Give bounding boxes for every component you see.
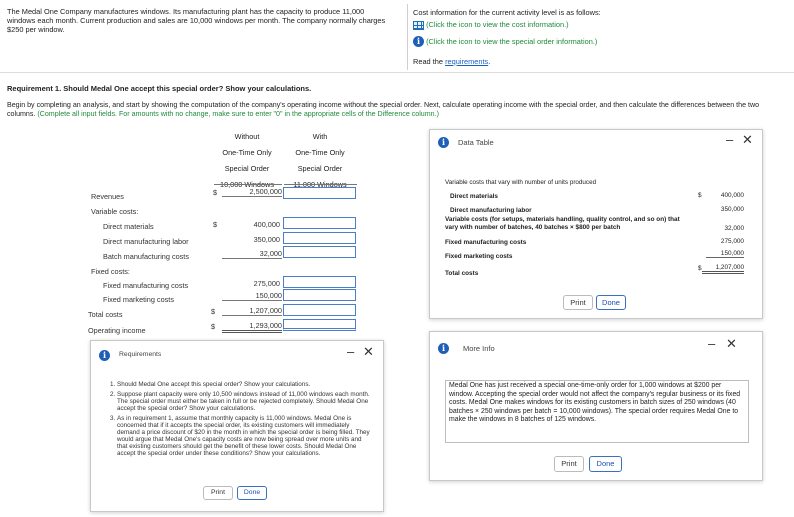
col2-header-rule: [284, 184, 357, 185]
dt-row-label: Variable costs (for setups, materials handling, quality control, and so on) that vary with number of batches, 40 batches × $800 per batch: [445, 216, 680, 231]
data-table-info-icon: i: [438, 137, 449, 148]
dt-row-value: 275,000: [720, 238, 744, 245]
print-button[interactable]: Print: [554, 456, 584, 472]
dt-row-label: Fixed manufacturing costs: [445, 239, 527, 246]
value-fixed-mfg: 275,000: [253, 279, 280, 288]
intro-separator: [0, 72, 794, 73]
requirement-item: 2. Suppose plant capacity were only 10,500 windows instead of 11,000 windows each month. The special order must either be taken in full or be rejected completely. Should Medal One accept the special order? Show your calculations.: [117, 391, 373, 412]
dollar-direct-materials: $: [213, 220, 218, 229]
dt-row-label: Direct manufacturing labor: [450, 207, 532, 214]
close-icon[interactable]: ✕: [363, 344, 374, 359]
value-fixed-mkt: 150,000: [222, 291, 282, 301]
data-table-panel: [429, 129, 763, 319]
minimize-icon[interactable]: –: [726, 132, 734, 147]
done-button[interactable]: Done: [596, 295, 626, 310]
row-total-costs: Total costs: [88, 310, 123, 319]
requirement-item: 1. Should Medal One accept this special order? Show your calculations.: [117, 381, 373, 388]
dt-row-label: Fixed marketing costs: [445, 253, 513, 260]
cost-info-row[interactable]: [413, 20, 569, 30]
value-direct-labor: 350,000: [253, 235, 280, 244]
col1-line1: Without: [234, 132, 260, 141]
input-fixed-mkt-with[interactable]: [283, 289, 356, 301]
value-direct-materials: 400,000: [253, 220, 280, 229]
row-operating-income: Operating income: [88, 326, 146, 335]
dt-row-dollar: $: [698, 192, 702, 199]
cost-info-link[interactable]: (Click the icon to view the cost information.): [426, 20, 569, 29]
requirement-item: 3. As in requirement 1, assume that monthly capacity is 11,000 windows. Medal One is concerned that if it accepts the special order, its existing customers will immediately demand a price discount of $20 in the month in which the special order is being filled. They would argue that Medal One's capacity costs are now being spread over more units and that existing customers should get the benefit of these lower costs. Should Medal One accept the special order under these conditions? Show your calculations.: [117, 415, 373, 457]
dollar-total-costs: $: [211, 307, 216, 316]
dt-row-value: 150,000: [706, 250, 744, 258]
more-info-icon: i: [438, 343, 449, 354]
period-text: .: [488, 57, 491, 66]
minimize-icon[interactable]: –: [708, 336, 716, 351]
data-table-subtitle: Variable costs that vary with number of units produced: [445, 179, 597, 186]
print-button[interactable]: Print: [563, 295, 593, 310]
instructions-note: (Complete all input fields. For amounts with no change, make sure to enter "0" in the appropriate cells of the Difference column.): [37, 109, 439, 118]
input-total-costs-with[interactable]: [283, 304, 356, 316]
value-revenues: 2,500,000: [222, 187, 282, 197]
dt-row-dollar: $: [698, 265, 702, 272]
done-button[interactable]: Done: [237, 486, 267, 500]
input-direct-materials-with[interactable]: [283, 217, 356, 229]
more-info-panel: [429, 331, 763, 481]
input-fixed-mfg-with[interactable]: [283, 276, 356, 288]
requirement-instructions: [7, 101, 787, 118]
col1-line3: Special Order: [224, 164, 270, 173]
cost-info-text: Cost information for the current activity level is as follows:: [413, 8, 601, 17]
dt-row-label: Direct materials: [450, 193, 498, 200]
col2-line3: Special Order: [297, 164, 343, 173]
data-table-title: Data Table: [458, 138, 494, 147]
requirement-title: Requirement 1. Should Medal One accept this special order? Show your calculations.: [7, 84, 312, 93]
input-revenues-with[interactable]: [283, 187, 356, 199]
print-button[interactable]: Print: [203, 486, 233, 500]
more-info-box: Medal One has just received a special one-time-only order for 1,000 windows at $200 per window. Accepting the special order would not affect the company's regular business or its fixed costs. Medal One makes windows for its existing customers in batch sizes of 250 windows (40 batches × 250 windows per batch = 10,000 windows). The special order requires Medal One to make the windows in 8 batches of 125 windows.: [445, 380, 749, 443]
col1-header-rule: [214, 184, 282, 185]
row-batch-costs: Batch manufacturing costs: [103, 252, 189, 261]
col2-line2: One-Time Only: [295, 148, 345, 157]
input-direct-labor-with[interactable]: [283, 232, 356, 244]
row-fixed-costs: Fixed costs:: [91, 267, 130, 276]
dt-row-value: 32,000: [724, 225, 744, 232]
input-batch-costs-with[interactable]: [283, 246, 356, 258]
value-batch-costs: 32,000: [222, 249, 282, 259]
row-revenues: Revenues: [91, 192, 124, 201]
dollar-operating-income: $: [211, 322, 216, 331]
requirements-panel: [90, 340, 384, 512]
row-direct-materials: Direct materials: [103, 222, 154, 231]
close-icon[interactable]: ✕: [742, 132, 753, 147]
row-variable-costs: Variable costs:: [91, 207, 139, 216]
done-button[interactable]: Done: [589, 456, 622, 472]
more-info-title: More Info: [463, 344, 495, 353]
read-requirements: [413, 57, 490, 66]
info-icon[interactable]: i: [413, 36, 424, 47]
input-operating-income-with[interactable]: [283, 319, 356, 331]
dt-row-value: 1,207,000: [702, 264, 744, 274]
dt-row-value: 400,000: [720, 192, 744, 199]
intro-divider: [407, 4, 408, 70]
data-table-icon[interactable]: [413, 21, 424, 30]
dt-row-value: 350,000: [720, 206, 744, 213]
requirements-title: Requirements: [119, 351, 162, 358]
requirements-info-icon: i: [99, 350, 110, 361]
value-total-costs: 1,207,000: [222, 306, 282, 316]
requirements-list: [105, 381, 373, 460]
dt-row-label: Total costs: [445, 270, 479, 277]
value-operating-income: 1,293,000: [222, 321, 282, 333]
row-fixed-mfg: Fixed manufacturing costs: [103, 281, 189, 290]
close-icon[interactable]: ✕: [726, 336, 737, 351]
dollar-revenues: $: [213, 188, 218, 197]
requirements-link[interactable]: requirements: [445, 57, 489, 66]
col1-line2: One-Time Only: [222, 148, 272, 157]
special-order-row[interactable]: [413, 36, 597, 47]
read-the-text: Read the: [413, 57, 446, 66]
instructions-text: Begin by completing an analysis, and start by showing the computation of the company's operating income without the special order. Next, calculate operating income with the special order, and then calculate the differences between the two columns.: [7, 101, 760, 118]
minimize-icon[interactable]: –: [347, 344, 355, 359]
problem-text: The Medal One Company manufactures windows. Its manufacturing plant has the capacity to produce 11,000 windows each month. Current production and sales are 10,000 windows per month. The company normally charges $250 per window.: [7, 7, 386, 35]
row-direct-labor: Direct manufacturing labor: [103, 237, 189, 246]
special-order-link[interactable]: (Click the icon to view the special order information.): [426, 37, 598, 46]
row-fixed-mkt: Fixed marketing costs: [103, 295, 174, 304]
col2-line1: With: [312, 132, 328, 141]
